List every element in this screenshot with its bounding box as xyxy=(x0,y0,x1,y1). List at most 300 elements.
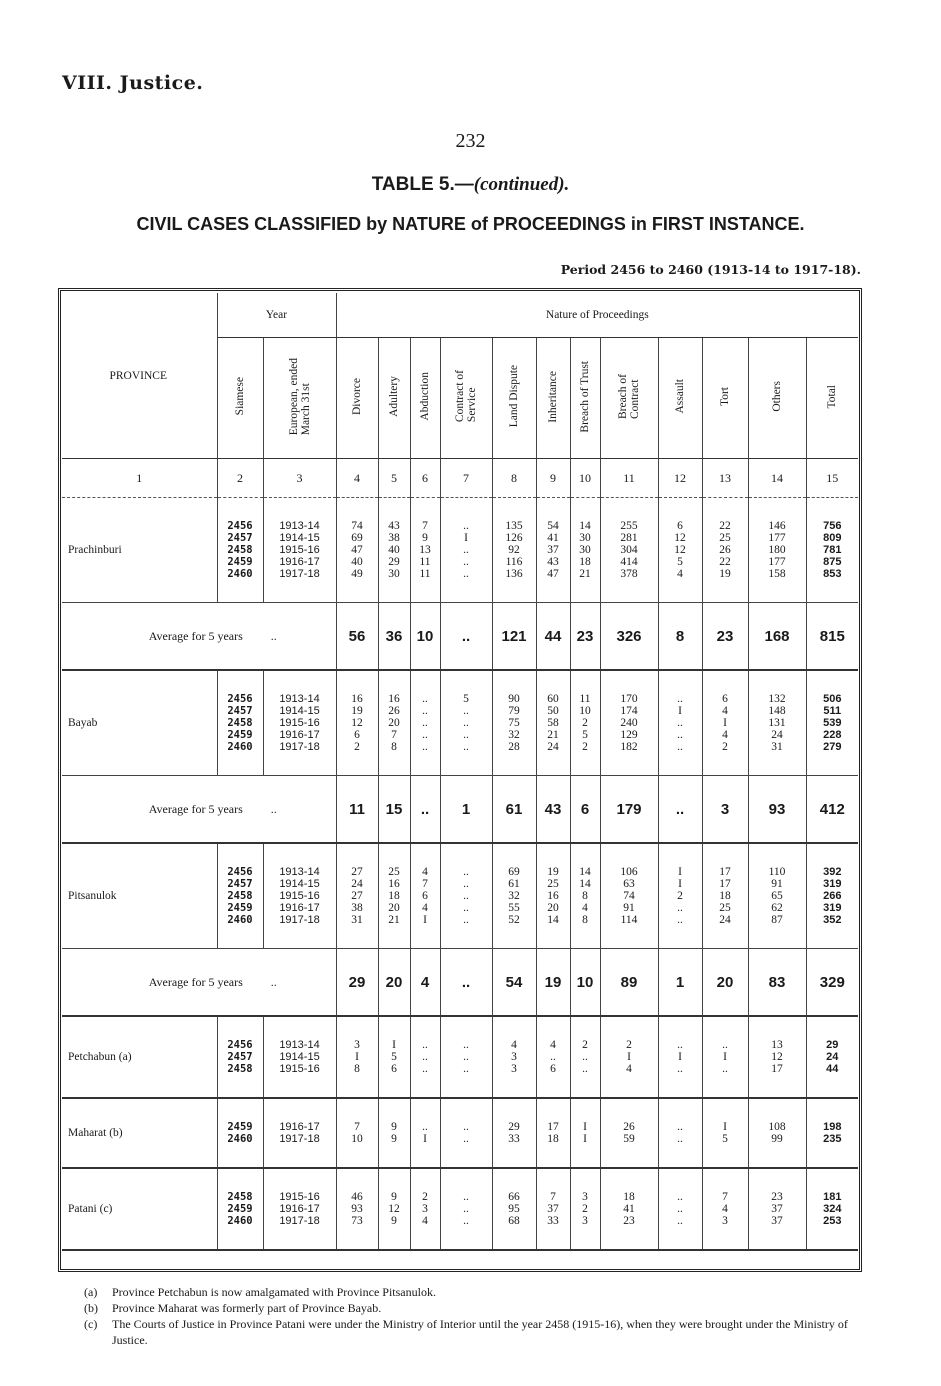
table-cell: 14 xyxy=(570,866,600,878)
table-row xyxy=(62,693,858,705)
table-cell: 12 xyxy=(378,1203,410,1215)
spacer-cell xyxy=(378,843,410,866)
spacer-cell xyxy=(62,1016,217,1039)
table-cell: 131 xyxy=(748,717,806,729)
table-cell: .. xyxy=(410,717,440,729)
total-header-text: Total xyxy=(826,384,839,409)
table-cell: 108 xyxy=(748,1121,806,1133)
table-cell: 28 xyxy=(492,741,536,753)
table-cell: 146 xyxy=(748,520,806,532)
table-cell: 6 xyxy=(536,1063,570,1075)
table-cell: 4 xyxy=(536,1039,570,1051)
table-cell: I xyxy=(600,1051,658,1063)
table-cell: 5 xyxy=(570,729,600,741)
spacer-cell xyxy=(378,498,410,521)
table-cell: 18 xyxy=(570,556,600,568)
table-cell: 47 xyxy=(336,544,378,556)
table-cell: 2459 xyxy=(217,556,263,568)
table-cell: 240 xyxy=(600,717,658,729)
spacer-cell xyxy=(658,580,702,603)
table-cell: 38 xyxy=(336,902,378,914)
table-cell: 414 xyxy=(600,556,658,568)
spacer-cell xyxy=(62,926,217,949)
spacer-cell xyxy=(410,1098,440,1121)
table-cell: 12 xyxy=(658,532,702,544)
spacer-row xyxy=(62,1075,858,1098)
table-cell: 16 xyxy=(536,890,570,902)
tort-header-text: Tort xyxy=(719,387,732,406)
footnote-text: The Courts of Justice in Province Patani were under the Ministry of Interior until the year 2458 (1915-16), when they were brought under the Ministry of Justice. xyxy=(112,1317,848,1347)
table-cell: .. xyxy=(440,1133,492,1145)
table-cell: 7 xyxy=(378,729,410,741)
table-cell: 1913-14 xyxy=(263,1039,336,1051)
table-cell: 1916-17 xyxy=(263,1203,336,1215)
spacer-cell xyxy=(217,1016,263,1039)
spacer-cell xyxy=(748,1227,806,1250)
average-value: 29 xyxy=(336,949,378,1017)
table-cell: 4 xyxy=(410,1215,440,1227)
column-number: 9 xyxy=(536,459,570,498)
spacer-cell xyxy=(492,1016,536,1039)
spacer-cell xyxy=(600,926,658,949)
average-value: .. xyxy=(658,776,702,844)
table-cell: 4 xyxy=(570,902,600,914)
table-cell: 75 xyxy=(492,717,536,729)
spacer-cell xyxy=(806,670,858,693)
table-cell: 13 xyxy=(748,1039,806,1051)
table-cell: .. xyxy=(410,1121,440,1133)
average-row xyxy=(62,603,858,671)
table-cell: .. xyxy=(410,1063,440,1075)
table-cell: 40 xyxy=(378,544,410,556)
table-cell: 853 xyxy=(806,568,858,580)
table-cell: .. xyxy=(440,1063,492,1075)
table-cell: 2 xyxy=(336,741,378,753)
table-cell: 3 xyxy=(570,1191,600,1203)
table-cell: 74 xyxy=(600,890,658,902)
year-header: Year xyxy=(217,293,336,338)
table-cell: 17 xyxy=(702,866,748,878)
average-label-text: Average for 5 years xyxy=(148,801,243,816)
spacer-cell xyxy=(570,753,600,776)
spacer-cell xyxy=(570,1016,600,1039)
table-cell: 99 xyxy=(748,1133,806,1145)
spacer-cell xyxy=(440,1098,492,1121)
spacer-cell xyxy=(410,1075,440,1098)
province-header: PROVINCE xyxy=(62,293,217,459)
table-cell: I xyxy=(410,1133,440,1145)
table-cell: 8 xyxy=(378,741,410,753)
table-cell: 2456 xyxy=(217,866,263,878)
table-cell: 20 xyxy=(378,902,410,914)
average-value: 10 xyxy=(570,949,600,1017)
table-cell: 5 xyxy=(440,693,492,705)
table-cell: 17 xyxy=(702,878,748,890)
spacer-cell xyxy=(410,1016,440,1039)
spacer-cell xyxy=(440,1227,492,1250)
spacer-cell xyxy=(658,1168,702,1191)
breach-trust-header-text: Breach of Trust xyxy=(579,360,592,433)
table-cell: 1917-18 xyxy=(263,1133,336,1145)
spacer-cell xyxy=(748,1168,806,1191)
spacer-cell xyxy=(600,1145,658,1168)
average-value: 93 xyxy=(748,776,806,844)
total-header xyxy=(806,338,858,459)
average-value: 20 xyxy=(702,949,748,1017)
table-cell: 17 xyxy=(748,1063,806,1075)
spacer-cell xyxy=(536,753,570,776)
spacer-cell xyxy=(336,1227,378,1250)
province-name: Petchabun (a) xyxy=(62,1039,217,1075)
table-cell: 44 xyxy=(806,1063,858,1075)
footnote xyxy=(84,1300,874,1316)
table-cell: 132 xyxy=(748,693,806,705)
table-cell: 5 xyxy=(658,556,702,568)
table-cell: 228 xyxy=(806,729,858,741)
table-cell: 25 xyxy=(702,532,748,544)
table-cell: 6 xyxy=(410,890,440,902)
spacer-cell xyxy=(217,498,263,521)
spacer-cell xyxy=(440,1145,492,1168)
table-cell: 129 xyxy=(600,729,658,741)
spacer-cell xyxy=(217,1098,263,1121)
table-cell: 50 xyxy=(536,705,570,717)
contract-service-header xyxy=(440,338,492,459)
spacer-cell xyxy=(263,1227,336,1250)
footnote-text: Province Maharat was formerly part of Province Bayab. xyxy=(112,1301,382,1315)
table-cell: 63 xyxy=(600,878,658,890)
spacer-cell xyxy=(336,498,378,521)
inheritance-header-text: Inheritance xyxy=(547,370,560,423)
spacer-cell xyxy=(702,1016,748,1039)
table-row xyxy=(62,1039,858,1051)
average-label-text: Average for 5 years xyxy=(148,628,243,643)
table-cell: .. xyxy=(410,1051,440,1063)
table-cell: 1915-16 xyxy=(263,717,336,729)
table-cell: .. xyxy=(440,1121,492,1133)
table-cell: 1915-16 xyxy=(263,1063,336,1075)
average-value: 168 xyxy=(748,603,806,671)
footnote-text: Province Petchabun is now amalgamated with Province Pitsanulok. xyxy=(112,1285,436,1299)
footnote-key: (b) xyxy=(84,1301,98,1315)
table-cell: 16 xyxy=(378,693,410,705)
footnote xyxy=(84,1284,874,1300)
average-value: 19 xyxy=(536,949,570,1017)
table-cell: I xyxy=(658,878,702,890)
average-value: 44 xyxy=(536,603,570,671)
spacer-cell xyxy=(748,753,806,776)
table-cell: 22 xyxy=(702,520,748,532)
spacer-cell xyxy=(62,1227,217,1250)
spacer-row xyxy=(62,670,858,693)
divorce-header xyxy=(336,338,378,459)
table-cell: 2456 xyxy=(217,1039,263,1051)
average-value: 23 xyxy=(570,603,600,671)
table-cell: .. xyxy=(658,729,702,741)
spacer-cell xyxy=(536,1075,570,1098)
column-number: 1 xyxy=(62,459,217,498)
table-cell: 46 xyxy=(336,1191,378,1203)
column-number: 6 xyxy=(410,459,440,498)
spacer-cell xyxy=(658,926,702,949)
average-value: 89 xyxy=(600,949,658,1017)
spacer-cell xyxy=(62,670,217,693)
table-cell: 2458 xyxy=(217,544,263,556)
table-cell: .. xyxy=(440,914,492,926)
table-cell: 24 xyxy=(336,878,378,890)
table-cell: 7 xyxy=(702,1191,748,1203)
spacer-cell xyxy=(658,1098,702,1121)
table-cell: .. xyxy=(658,1203,702,1215)
spacer-cell xyxy=(410,1145,440,1168)
table-cell: 14 xyxy=(570,878,600,890)
table-cell: 32 xyxy=(492,729,536,741)
spacer-cell xyxy=(378,1145,410,1168)
table-cell: 43 xyxy=(378,520,410,532)
spacer-cell xyxy=(410,670,440,693)
spacer-cell xyxy=(658,1145,702,1168)
spacer-cell xyxy=(378,1098,410,1121)
spacer-cell xyxy=(536,1145,570,1168)
table-cell: I xyxy=(410,914,440,926)
spacer-cell xyxy=(806,926,858,949)
table-cell: 26 xyxy=(702,544,748,556)
table-cell: 2 xyxy=(570,717,600,729)
spacer-cell xyxy=(570,1098,600,1121)
spacer-cell xyxy=(492,926,536,949)
spacer-cell xyxy=(217,1168,263,1191)
table-cell: 38 xyxy=(378,532,410,544)
table-cell: 1913-14 xyxy=(263,866,336,878)
table-cell: 49 xyxy=(336,568,378,580)
table-cell: 2458 xyxy=(217,1191,263,1203)
spacer-cell xyxy=(658,1075,702,1098)
table-cell: 2460 xyxy=(217,914,263,926)
spacer-cell xyxy=(336,753,378,776)
column-number: 10 xyxy=(570,459,600,498)
adultery-header xyxy=(378,338,410,459)
table-cell: .. xyxy=(440,520,492,532)
spacer-cell xyxy=(263,753,336,776)
table-cell: 511 xyxy=(806,705,858,717)
average-value: 3 xyxy=(702,776,748,844)
table-cell: 58 xyxy=(536,717,570,729)
spacer-row xyxy=(62,1145,858,1168)
table-cell: 177 xyxy=(748,532,806,544)
average-value: 179 xyxy=(600,776,658,844)
table-cell: 2 xyxy=(702,741,748,753)
average-value: 56 xyxy=(336,603,378,671)
table-cell: 2460 xyxy=(217,568,263,580)
column-number: 7 xyxy=(440,459,492,498)
table-cell: 1917-18 xyxy=(263,914,336,926)
spacer-cell xyxy=(410,753,440,776)
spacer-cell xyxy=(378,926,410,949)
table-cell: 24 xyxy=(702,914,748,926)
spacer-cell xyxy=(658,843,702,866)
average-value: 8 xyxy=(658,603,702,671)
average-label xyxy=(62,776,336,844)
table-cell: 2456 xyxy=(217,693,263,705)
spacer-cell xyxy=(492,753,536,776)
spacer-row xyxy=(62,1168,858,1191)
table-cell: 319 xyxy=(806,902,858,914)
table-cell: 91 xyxy=(600,902,658,914)
table-cell: 29 xyxy=(806,1039,858,1051)
table-cell: 3 xyxy=(570,1215,600,1227)
tort-header xyxy=(702,338,748,459)
column-number: 8 xyxy=(492,459,536,498)
spacer-cell xyxy=(440,1168,492,1191)
table-cell: 20 xyxy=(536,902,570,914)
spacer-cell xyxy=(378,1227,410,1250)
table-cell: .. xyxy=(440,866,492,878)
table-cell: 378 xyxy=(600,568,658,580)
table-cell: I xyxy=(658,705,702,717)
table-cell: 61 xyxy=(492,878,536,890)
column-number: 14 xyxy=(748,459,806,498)
spacer-cell xyxy=(263,926,336,949)
table-cell: 255 xyxy=(600,520,658,532)
spacer-row xyxy=(62,1098,858,1121)
average-value: 20 xyxy=(378,949,410,1017)
spacer-cell xyxy=(702,1098,748,1121)
table-cell: 3 xyxy=(336,1039,378,1051)
spacer-cell xyxy=(492,1098,536,1121)
table-cell: 17 xyxy=(536,1121,570,1133)
table-cell: 60 xyxy=(536,693,570,705)
table-cell: 1915-16 xyxy=(263,1191,336,1203)
table-cell: 10 xyxy=(570,705,600,717)
spacer-cell xyxy=(570,926,600,949)
spacer-cell xyxy=(378,1075,410,1098)
table-cell: 23 xyxy=(748,1191,806,1203)
table-cell: I xyxy=(378,1039,410,1051)
table-cell: 110 xyxy=(748,866,806,878)
table-cell: 14 xyxy=(536,914,570,926)
spacer-cell xyxy=(336,1145,378,1168)
spacer-cell xyxy=(378,580,410,603)
european-header-text: European, ended March 31st xyxy=(287,357,312,436)
period-label: Period 2456 to 2460 (1913-14 to 1917-18). xyxy=(560,262,861,277)
table-cell: 235 xyxy=(806,1133,858,1145)
table-cell: 181 xyxy=(806,1191,858,1203)
spacer-cell xyxy=(263,1075,336,1098)
table-cell: .. xyxy=(658,1191,702,1203)
spacer-cell xyxy=(492,498,536,521)
average-row xyxy=(62,776,858,844)
table-cell: 2459 xyxy=(217,1121,263,1133)
civil-cases-table xyxy=(62,293,858,1251)
spacer-cell xyxy=(570,670,600,693)
table-cell: 2457 xyxy=(217,532,263,544)
average-value: 15 xyxy=(378,776,410,844)
table-cell: 11 xyxy=(410,556,440,568)
table-cell: 4 xyxy=(702,729,748,741)
average-value: 815 xyxy=(806,603,858,671)
spacer-cell xyxy=(748,926,806,949)
contract-service-header-text: Contract of Service xyxy=(454,370,479,423)
table-cell: 1914-15 xyxy=(263,878,336,890)
table-cell: 135 xyxy=(492,520,536,532)
table-cell: 781 xyxy=(806,544,858,556)
spacer-cell xyxy=(62,498,217,521)
spacer-cell xyxy=(410,580,440,603)
table-cell: .. xyxy=(658,741,702,753)
average-label-text: Average for 5 years xyxy=(148,974,243,989)
table-cell: 40 xyxy=(336,556,378,568)
table-cell: 4 xyxy=(702,1203,748,1215)
table-title xyxy=(0,174,941,196)
table-cell: 27 xyxy=(336,866,378,878)
spacer-cell xyxy=(263,843,336,866)
table-cell: 266 xyxy=(806,890,858,902)
spacer-cell xyxy=(410,498,440,521)
table-cell: 31 xyxy=(336,914,378,926)
table-cell: .. xyxy=(410,1039,440,1051)
table-cell: 392 xyxy=(806,866,858,878)
spacer-cell xyxy=(492,1075,536,1098)
table-cell: .. xyxy=(658,717,702,729)
average-row xyxy=(62,949,858,1017)
table-cell: 24 xyxy=(748,729,806,741)
spacer-cell xyxy=(336,1098,378,1121)
spacer-cell xyxy=(263,1016,336,1039)
table-cell: .. xyxy=(440,1051,492,1063)
spacer-cell xyxy=(600,1098,658,1121)
spacer-row xyxy=(62,1227,858,1250)
table-cell: .. xyxy=(570,1063,600,1075)
table-cell: 26 xyxy=(600,1121,658,1133)
spacer-cell xyxy=(570,498,600,521)
table-cell: 19 xyxy=(702,568,748,580)
table-cell: 2460 xyxy=(217,741,263,753)
column-number: 5 xyxy=(378,459,410,498)
spacer-cell xyxy=(748,1098,806,1121)
table-cell: 1914-15 xyxy=(263,1051,336,1063)
spacer-cell xyxy=(702,1227,748,1250)
spacer-cell xyxy=(570,1168,600,1191)
table-cell: .. xyxy=(410,741,440,753)
table-cell: 279 xyxy=(806,741,858,753)
table-cell: 180 xyxy=(748,544,806,556)
assault-header xyxy=(658,338,702,459)
spacer-cell xyxy=(440,926,492,949)
spacer-cell xyxy=(600,843,658,866)
spacer-cell xyxy=(536,1098,570,1121)
table-cell: I xyxy=(336,1051,378,1063)
table-cell: 1913-14 xyxy=(263,693,336,705)
table-cell: 2459 xyxy=(217,729,263,741)
table-cell: 25 xyxy=(378,866,410,878)
spacer-cell xyxy=(658,753,702,776)
column-number: 13 xyxy=(702,459,748,498)
spacer-cell xyxy=(570,843,600,866)
table-cell: 18 xyxy=(702,890,748,902)
table-cell: 20 xyxy=(378,717,410,729)
table-cell: 18 xyxy=(378,890,410,902)
land-dispute-header-text: Land Dispute xyxy=(508,365,521,428)
spacer-cell xyxy=(336,1016,378,1039)
table-cell: 2457 xyxy=(217,705,263,717)
table-cell: .. xyxy=(440,1215,492,1227)
table-cell: 8 xyxy=(336,1063,378,1075)
others-header xyxy=(748,338,806,459)
abduction-header xyxy=(410,338,440,459)
table-cell: 29 xyxy=(378,556,410,568)
table-cell: .. xyxy=(410,705,440,717)
average-label-dots: .. xyxy=(270,974,277,989)
